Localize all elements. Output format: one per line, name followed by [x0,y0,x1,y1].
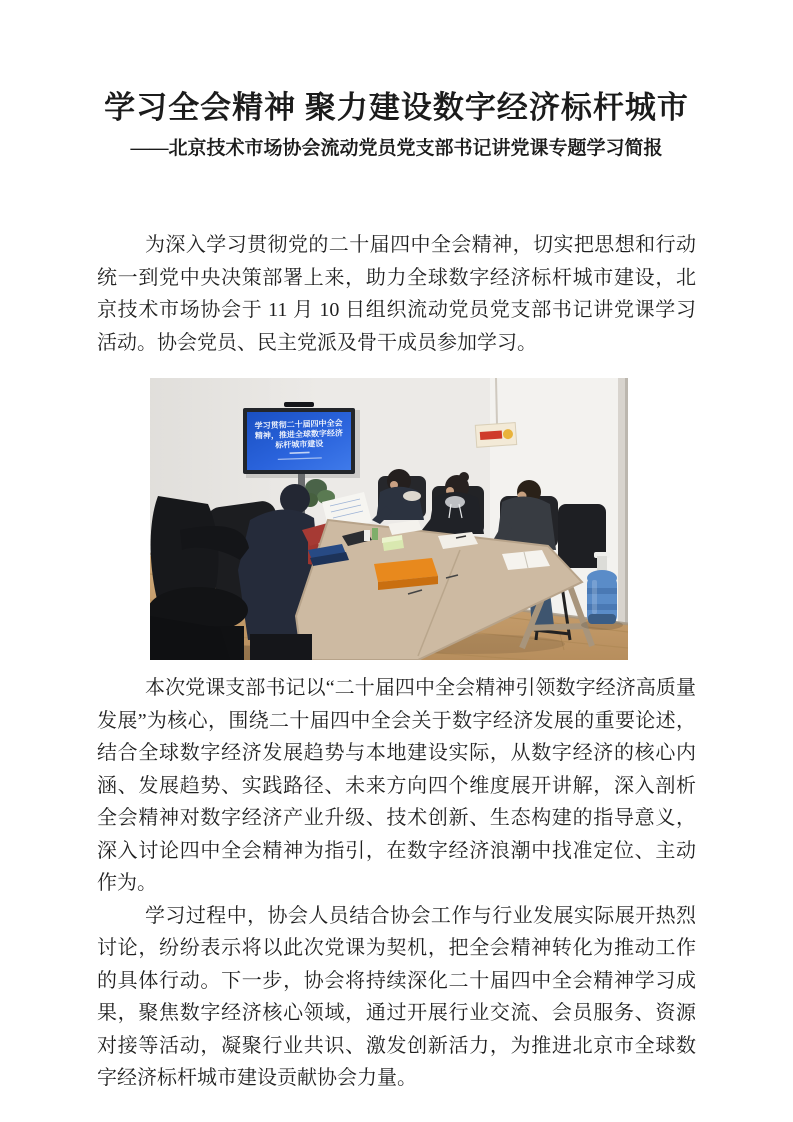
paragraph-3: 学习过程中，协会人员结合协会工作与行业发展实际展开热烈讨论，纷纷表示将以此次党课为契机，把全会精神转化为推动工作的具体行动。下一步，协会将持续深化二十届四中全会精神学习成果，聚焦数字经济核心领域，通过开展行业交流、会员服务、资源对接等活动，凝聚行业共识、激发创新活力，为推进北京市全球数字经济标杆城市建设贡献协会力量。 [97,904,696,1089]
tv-slide-line-2: 精神，推进全球数字经济 [254,428,344,441]
tv-camera-bar [284,402,314,407]
tv-slide-line-1: 学习贯彻二十届四中全会 [254,418,343,431]
document-title: 学习全会精神 聚力建设数字经济标杆城市 [104,90,689,125]
paragraph-2: 本次党课支部书记以“二十届四中全会精神引领数字经济高质量发展”为核心，围绕二十届四中全会关于数字经济发展的重要论述，结合全球数字经济发展趋势与本地建设实际，从数字经济的核心内涵、发展趋势、实践路径、未来方向四个维度展开讲解，深入剖析全会精神对数字经济产业升级、技术创新、生态构建的指导意义，深入讨论四中全会精神为指引，在数字经济浪潮中找准定位、主动作为。 [97,677,696,894]
tv-slide-line-3: 标杆城市建设 [275,439,324,450]
small-bottle [372,528,378,540]
meeting-photo-illustration [150,378,628,660]
document-subtitle: ——北京技术市场协会流动党员党支部书记讲党课专题学习简报 [130,138,663,159]
paragraph-1: 为深入学习贯彻党的二十届四中全会精神，切实把思想和行动统一到党中央决策部署上来，助力全球数字经济标杆城市建设，北京技术市场协会于 11 月 10 日组织流动党员党支部书记讲党课学习活动。协会党员、民主党派及骨干成员参加学习。 [97,234,696,354]
meeting-photo [150,378,628,660]
